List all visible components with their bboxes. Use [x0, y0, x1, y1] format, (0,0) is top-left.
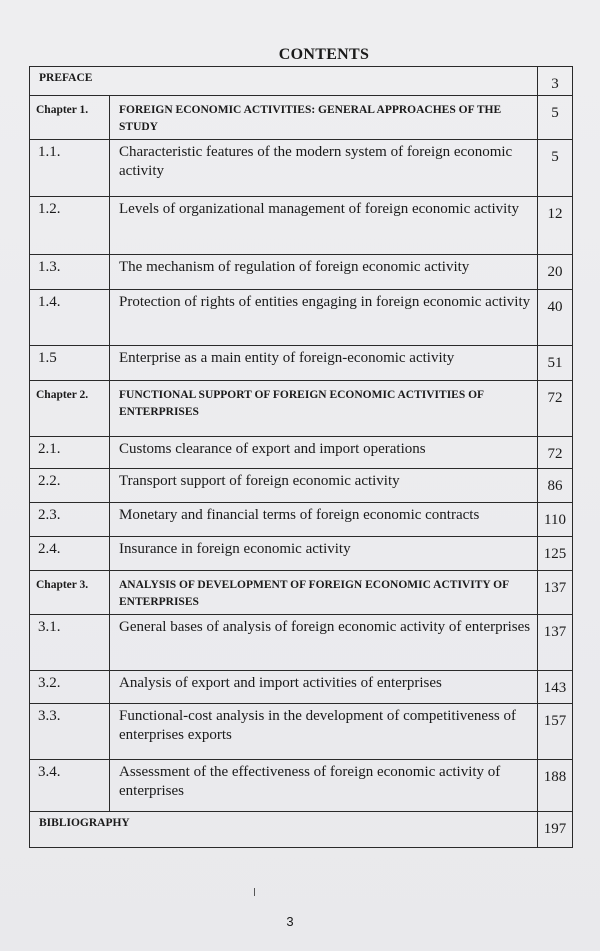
section-title: General bases of analysis of foreign economic activity of enterprises [110, 615, 538, 671]
section-title: Characteristic features of the modern system of foreign economic activity [110, 140, 538, 197]
section-number: 2.4. [30, 537, 110, 571]
section-number: 1.5 [30, 346, 110, 381]
section-number: 3.3. [30, 704, 110, 760]
section-number: 3.1. [30, 615, 110, 671]
page-number: 137 [538, 615, 573, 671]
preface-page: 3 [538, 67, 573, 96]
section-title: Analysis of export and import activities of enterprises [110, 671, 538, 704]
page-title: CONTENTS [278, 46, 370, 63]
bibliography-page: 197 [538, 812, 573, 848]
page-number: 51 [538, 346, 573, 381]
section-number: 2.1. [30, 437, 110, 469]
chapter-number: Chapter 1. [30, 96, 110, 140]
section-title: Assessment of the effectiveness of foreign economic activity of enterprises [110, 760, 538, 812]
toc-row [30, 381, 573, 437]
chapter-title: FOREIGN ECONOMIC ACTIVITIES: GENERAL APPROACHES OF THE STUDY [110, 96, 538, 140]
section-number: 3.4. [30, 760, 110, 812]
section-number: 1.3. [30, 255, 110, 290]
toc-row [30, 671, 573, 704]
section-title: The mechanism of regulation of foreign economic activity [110, 255, 538, 290]
toc-row [30, 615, 573, 671]
chapter-number: Chapter 3. [30, 571, 110, 615]
toc-row [30, 537, 573, 571]
section-title: Levels of organizational management of foreign economic activity [110, 197, 538, 255]
bibliography-label: BIBLIOGRAPHY [30, 812, 538, 848]
section-title: Monetary and financial terms of foreign economic contracts [110, 503, 538, 537]
toc-row-preface [30, 67, 573, 96]
page-number: 72 [538, 381, 573, 437]
toc-row [30, 437, 573, 469]
page-number-footer: 3 [286, 914, 294, 929]
page-number: 5 [538, 96, 573, 140]
toc-row [30, 571, 573, 615]
page-number: 125 [538, 537, 573, 571]
page-number: 72 [538, 437, 573, 469]
page-number: 157 [538, 704, 573, 760]
section-number: 2.3. [30, 503, 110, 537]
section-number: 3.2. [30, 671, 110, 704]
toc-row [30, 469, 573, 503]
toc-row [30, 96, 573, 140]
preface-label: PREFACE [30, 67, 538, 96]
section-number: 1.1. [30, 140, 110, 197]
chapter-title: ANALYSIS OF DEVELOPMENT OF FOREIGN ECONOMIC ACTIVITY OF ENTERPRISES [110, 571, 538, 615]
page-number: 188 [538, 760, 573, 812]
toc-row [30, 503, 573, 537]
page-number: 86 [538, 469, 573, 503]
page-number: 12 [538, 197, 573, 255]
toc-row-bibliography [30, 812, 573, 848]
page-number: 143 [538, 671, 573, 704]
page-number: 40 [538, 290, 573, 346]
chapter-title: FUNCTIONAL SUPPORT OF FOREIGN ECONOMIC ACTIVITIES OF ENTERPRISES [110, 381, 538, 437]
section-title: Insurance in foreign economic activity [110, 537, 538, 571]
toc-row [30, 290, 573, 346]
section-title: Customs clearance of export and import operations [110, 437, 538, 469]
section-number: 1.2. [30, 197, 110, 255]
contents-table [29, 66, 573, 848]
page-number: 110 [538, 503, 573, 537]
section-title: Enterprise as a main entity of foreign-economic activity [110, 346, 538, 381]
section-title: Functional-cost analysis in the development of competitiveness of enterprises exports [110, 704, 538, 760]
page-number: 137 [538, 571, 573, 615]
section-title: Protection of rights of entities engaging in foreign economic activity [110, 290, 538, 346]
toc-row [30, 760, 573, 812]
section-number: 1.4. [30, 290, 110, 346]
section-title: Transport support of foreign economic activity [110, 469, 538, 503]
page-number: 20 [538, 255, 573, 290]
scan-mark [254, 888, 255, 896]
page-number: 5 [538, 140, 573, 197]
toc-row [30, 346, 573, 381]
toc-row [30, 140, 573, 197]
toc-row [30, 197, 573, 255]
chapter-number: Chapter 2. [30, 381, 110, 437]
section-number: 2.2. [30, 469, 110, 503]
toc-row [30, 255, 573, 290]
toc-row [30, 704, 573, 760]
